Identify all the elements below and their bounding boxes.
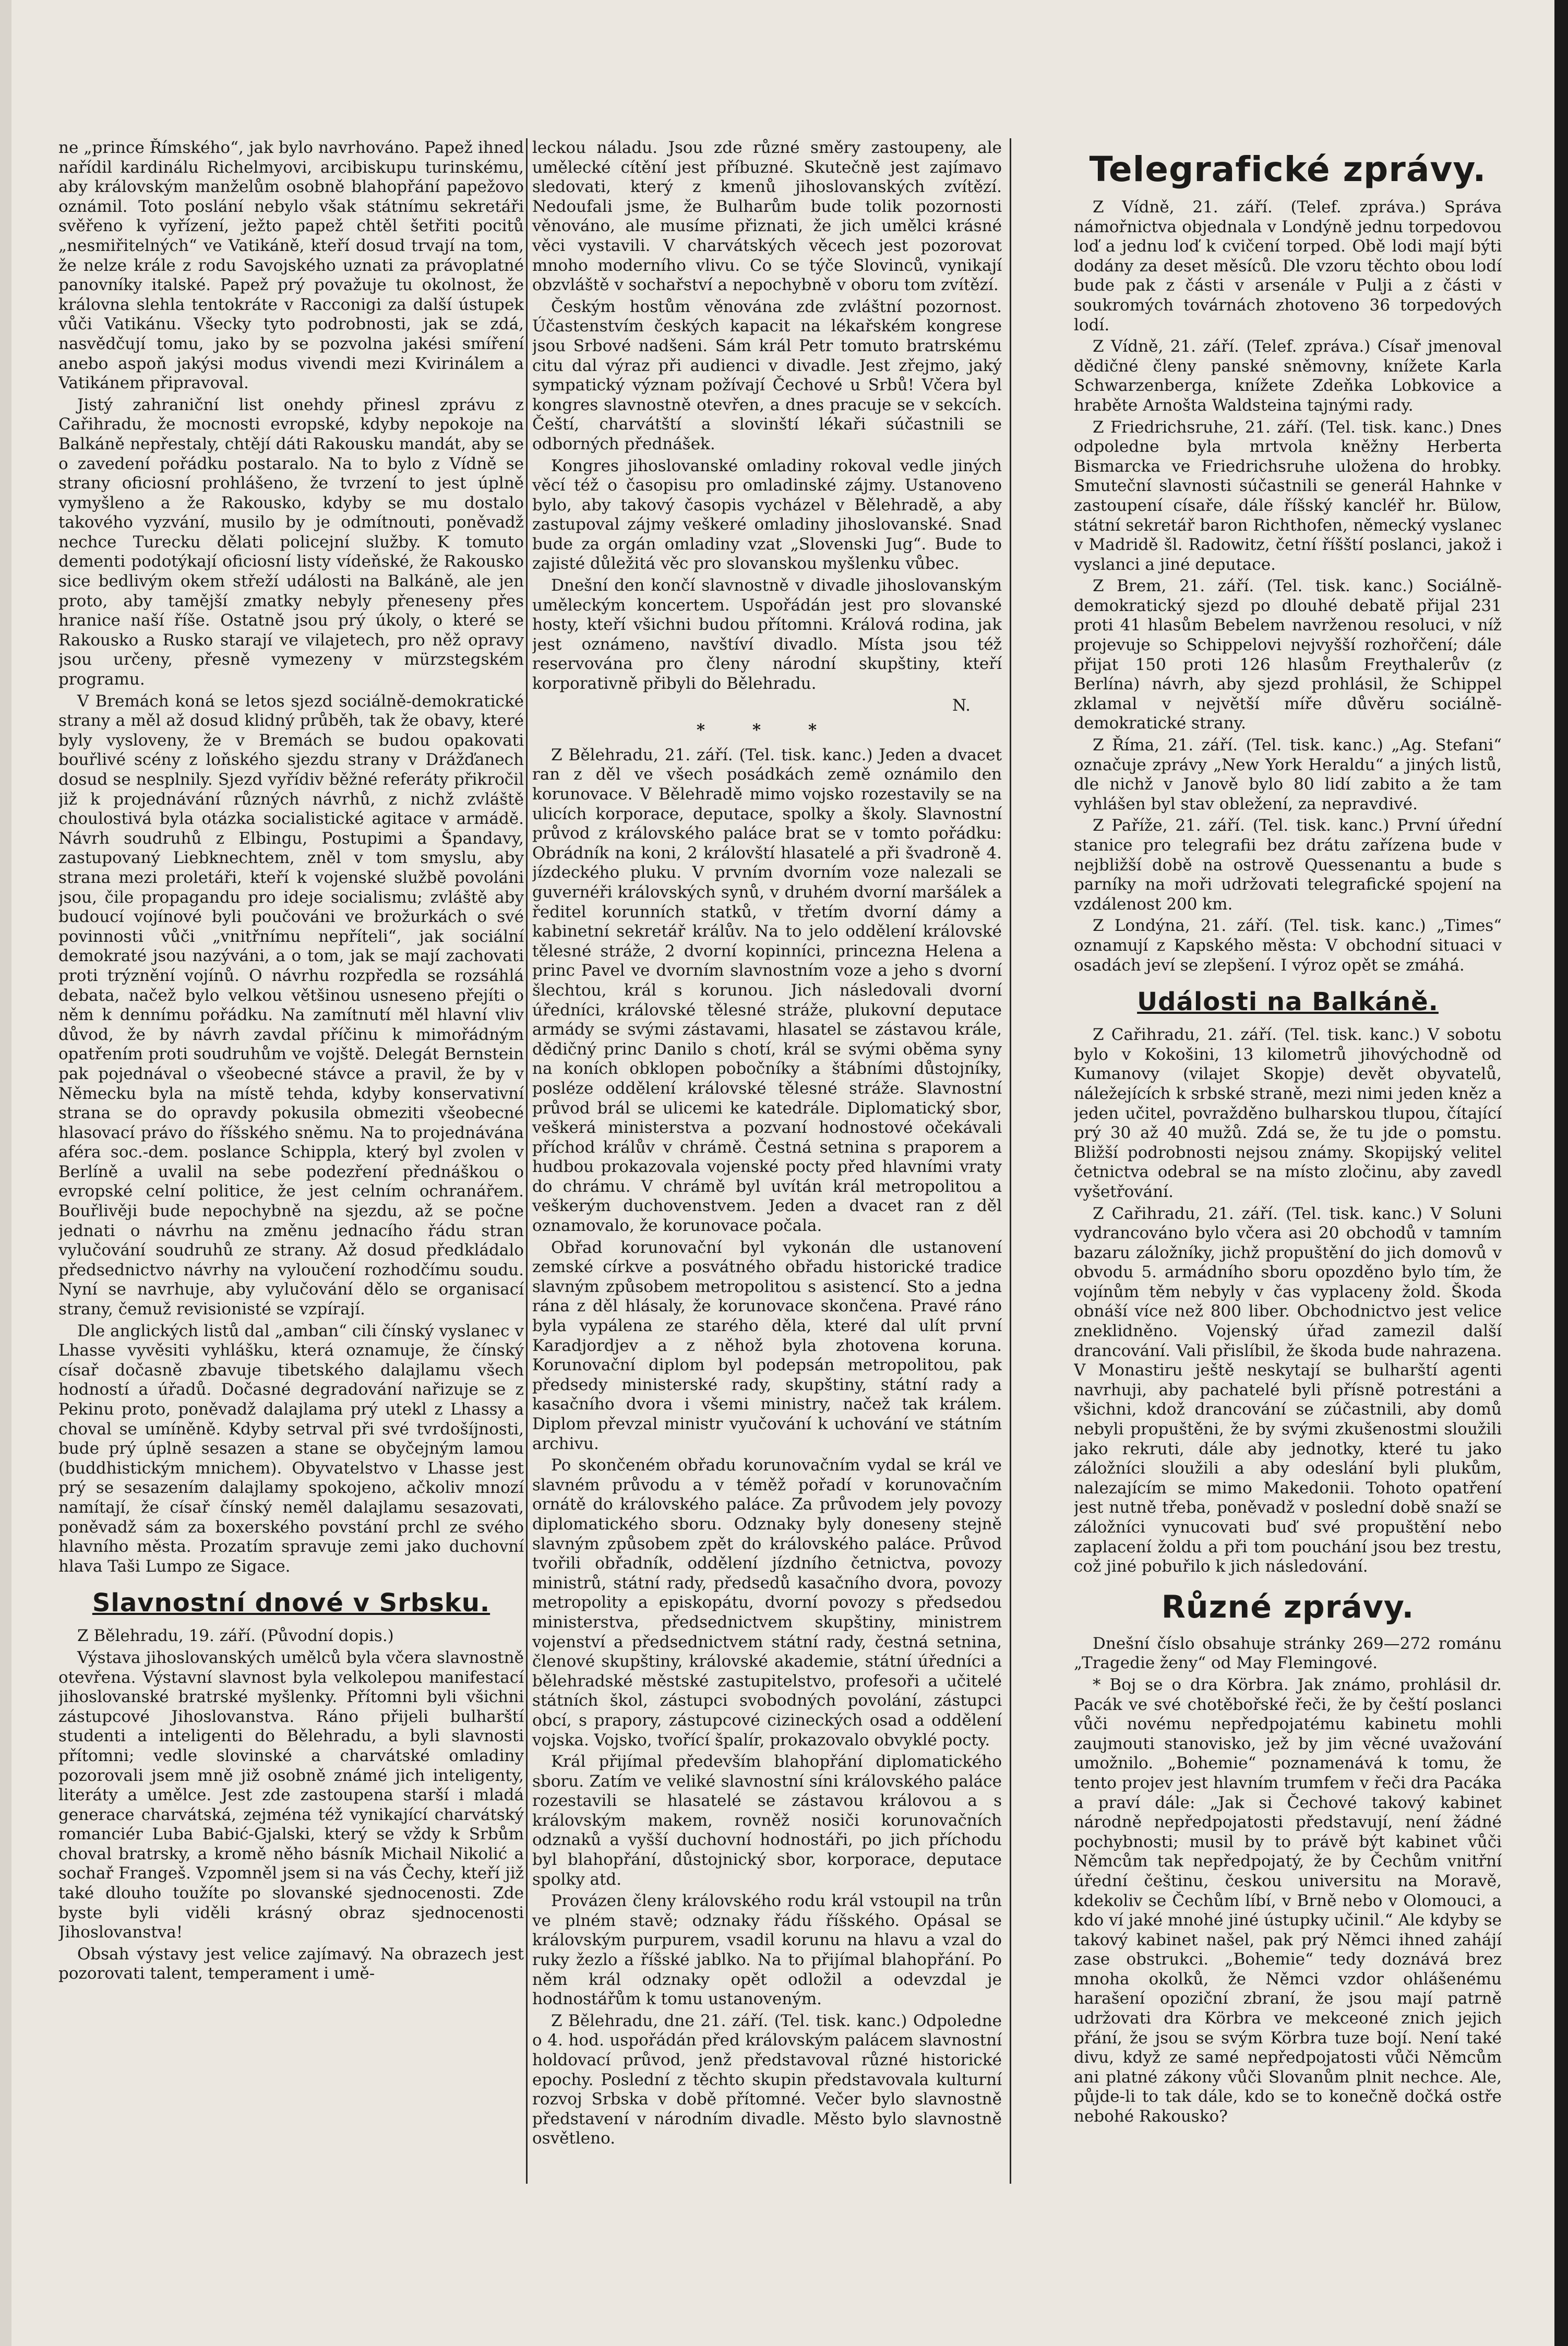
- column-2: [532, 138, 1002, 2319]
- author-signature: N.: [952, 696, 971, 715]
- paragraph: Král přijímal především blahopřání diplomatického sboru. Zatím ve veliké slavnostní síni královského paláce rozestavili se hlasatelé se zástavou královou a s královským makem, rovněž nosiči korunovačních odznaků a vyšší duchovní hodnostáři, po jich příchodu byl blahopřání, důstojnický sbor, korporace, deputace spolky atd.: [532, 1752, 1002, 1889]
- section-title-ruzne: Různé zprávy.: [1161, 1588, 1415, 1625]
- paragraph: Obsah výstavy jest velice zajímavý. Na obrazech jest pozorovati talent, temperament i umě-: [58, 1944, 524, 1983]
- paragraph: Jistý zahraniční list onehdy přinesl zprávu z Cařihradu, že mocnosti evropské, kdyby nepokoje na Balkáně nepřestaly, chtějí dáti Rakousku mandát, aby se o zavedení pořádku postaralo. Na to bylo z Vídně se strany oficiosní prohlášeno, že tvrzení to jest úplně vymyšleno a že Rakousko, kdyby se mu dostalo takového vyzvání, musilo by je odmítnouti, poněvadž nechce Turecku dělati policejní služby. K tomuto dementi podotýkají oficiosní listy vídeňské, že Rakousko sice bedlivým okem střeží události na Balkáně, ale jen proto, aby tamější zmatky nebyly přeneseny přes hranice naší říše. Ostatně jsou prý úkoly, o které se Rakousko a Rusko starají ve vilajetech, pro něž opravy jsou určeny, přesně vymezeny v mürzstegském programu.: [58, 395, 524, 689]
- paragraph: Po skončeném obřadu korunovačním vydal se král ve slavném průvodu a v téměž pořadí v korunovačním ornátě do královského paláce. Za průvodem jely povozy diplomatického sboru. Odznaky byly doneseny stejně slavným způsobem zpět do královského paláce. Průvod tvořili obřadník, oddělení jízdního četnictva, povozy ministrů, státní rady, předsedů kasačního dvora, povozy metropolity a episkopátu, dvorní povozy s předsedou ministerstva, předsednictvem skupštiny, ministrem vojenství a předsednictvem státní rady, čestná setnina, členové skupštiny, královské akademie, státní úředníci a bělehradské městské zastupitelstvo, profesoři a učitelé státních škol, zástupci svobodných povolání, zástupci obcí, s prapory, zástupcové cizineckých osad a oddělení vojska. Vojsko, tvořící špalír, prokazovalo obvyklé pocty.: [532, 1456, 1002, 1750]
- section-title-balkan: Události na Balkáně.: [1137, 987, 1439, 1017]
- paragraph: Kongres jihoslovanské omladiny rokoval vedle jiných věcí též o časopisu pro omladinské zájmy. Ustanoveno bylo, aby takový časopis vycházel v Bělehradě, a aby zastupoval zájmy veškeré omladiny jihoslovanské. Snad bude za orgán omladiny vzat „Slovenski Jug“. Bude to zajisté důležitá věc pro slovanskou myšlenku vůbec.: [532, 456, 1002, 573]
- paragraph: leckou náladu. Jsou zde různé směry zastoupeny, ale umělecké cítění jest příbuzné. Skutečně jest zajímavo sledovati, který z kmenů jihoslovanských zvítězí. Nedoufali jsme, že Bulharům bude tolik pozornosti věnováno, ale musíme přiznati, že jich umělci krásné věci vystavili. V charvátských věcech jest pozorovat mnoho moderního vlivu. Co se týče Slovinců, vynikají obzvláště v sochařství a nepochybně v oboru tom zvítězí.: [532, 138, 1002, 295]
- column-3: [1074, 138, 1502, 2319]
- paragraph: ne „prince Římského“, jak bylo navrhováno. Papež ihned nařídil kardinálu Richelmyovi, arcibiskupu turinskému, aby královským manželům osobně blahopřání papežovo oznámil. Toto poslání nebylo však státnímu sekretáři svěřeno k vyřízení, ježto papež chtěl šetřiti pocitů „nesmiřitelných“ ve Vatikáně, kteří dosud trvají na tom, že nelze krále z rodu Savojského uznati za právoplatné panovníky italské. Papež prý považuje tu okolnost, že královna slehla tentokráte v Racconigi za další ústupek vůči Vatikánu. Všecky tyto podrobnosti, jak se zdá, nasvědčují tomu, jako by se pozvolna jakési smíření anebo aspoň jakýsi modus vivendi mezi Kvirinálem a Vatikánem připravoval.: [58, 138, 524, 393]
- section-title-telegraficke: Telegrafické zprávy.: [1089, 149, 1487, 189]
- column-rule-1: [526, 138, 528, 2184]
- paragraph: Dle anglických listů dal „amban“ cili čínský vyslanec v Lhasse vyvěsiti vyhlášku, která oznamuje, že čínský císař dočasně zbavuje tibetského dalajlamu všech hodností a úřadů. Dočasné degradování nařizuje se z Pekinu proto, poněvadž dalajlama prý utekl z Lhassy a choval se umíněně. Kdyby setrval při své tvrdošíjnosti, bude prý úplně sesazen a stane se obyčejným lamou (buddhistickým mnichem). Obyvatelstvo v Lhasse jest prý se sesazením dalajlamy spokojeno, ačkoliv mnozí namítají, že císař čínský neměl dalajlamu sesazovati, poněvadž sám za boxerského povstání prchl ze svého hlavního města. Prozatím spravuje zemi jako duchovní hlava Taši Lumpo ze Sigace.: [58, 1321, 524, 1576]
- paragraph: Obřad korunovační byl vykonán dle ustanovení zemské církve a posvátného obřadu historické tradice slavným způsobem metropolitou s asistencí. Sto a jedna rána z děl hlásaly, že korunovace skončena. Pravé ráno byla vypálena ze starého děla, které dal ulít první Karadjordjev a z něhož byla zhotovena koruna. Korunovační diplom byl podepsán metropolitou, pak předsedy ministerské rady, skupštiny, státní rady a kasačního dvora i všemi ministry, načež tak králem. Diplom převzal ministr vyučování k uchování ve státním archivu.: [532, 1238, 1002, 1453]
- news-item: Z Friedrichsruhe, 21. září. (Tel. tisk. kanc.) Dnes odpoledne byla mrtvola kněžny Herberta Bismarcka ve Friedrichsruhe uložena do hrobky. Smuteční slavnosti súčastnili se generál Hahnke v zastoupení císaře, dále říšský kancléř hr. Bülow, státní sekretář baron Richthofen, německý vyslanec v Madridě šl. Radowitz, četní říšští poslanci, jakož i vyslanci a jiné deputace.: [1074, 417, 1502, 574]
- paragraph: Českým hostům věnována zde zvláštní pozornost. Účastenstvím českých kapacit na lékařském kongrese jsou Srbové nadšeni. Sám král Petr tomuto bratrskému citu dal výraz při audienci v divadle. Jest zřejmo, jaký sympatický význam požívají Čechové u Srbů! Včera byl kongres slavnostně otevřen, a dnes pracuje se v sekcích. Čeští, charvátští a slovinští lékaři súčastnili se odborných přednášek.: [532, 297, 1002, 453]
- news-item: Z Cařihradu, 21. září. (Tel. tisk. kanc.) V sobotu bylo v Kokošini, 13 kilometrů jihovýchodně od Kumanovy (vilajet Skopje) devět obyvatelů, náležejících k srbské straně, mezi nimi jeden kněz a jeden učitel, povražděno bulharskou tlupou, čítající prý 30 až 40 mužů. Zdá se, že tu jde o pomstu. Bližší podrobnosti nejsou známy. Skopijský velitel četnictva odebral se na místo zločinu, aby zavedl vyšetřování.: [1074, 1025, 1502, 1201]
- news-item: * Boj se o dra Körbra. Jak známo, prohlásil dr. Pacák ve své chotěbořské řeči, že by čeští poslanci vůči novému nepředpojatému kabinetu mohli zaujmouti stanovisko, jež by jim věcné uvažování umožnilo. „Bohemie“ poznamenává k tomu, že tento projev jest hlavním trumfem v řeči dra Pacáka a praví dále: „Jak si Čechové takový kabinet národně nepředpojatosti představují, není žádné pochybnosti; musil by to právě být kabinet vůči Němcům tak nepředpojatý, že by Čechům vnitřní úřední češtinu, českou universitu na Moravě, kdekoliv se Čechům líbí, v Brně nebo v Olomouci, a kdo ví jaké mnohé jiné ústupky učinil.“ Ale kdyby se takový kabinet našel, pak prý Němci ihned zahájí zase obstrukci. „Bohemie“ tedy doznává brez mnoha okolků, že Němci vzdor ohlášenému harašení opoziční zbraní, že jsou mají patrně udržovati dra Körbra ve mekceoné znich jejich přání, že jsou se svým Körbra tuze bojí. Není také divu, když ze samé nepředpojatosti vůči Němcům ani platné zákony vůči Slovanům plnit nechce. Ale, půjde-li to tak dále, kdo se to konečně dočká ostře nebohé Rakousko?: [1074, 1675, 1502, 2126]
- news-item: Z Brem, 21. září. (Tel. tisk. kanc.) Sociálně-demokratický sjezd po dlouhé debatě přijal 231 proti 41 hlasům Bebelem navrženou resoluci, v níž projevuje so Schippelovi nejvyšší rozhořčení; dále přijat 150 proti 126 hlasům Freythalerův (z Berlína) návrh, aby sjezd prohlásil, že Schippel zklamal v největší míře důvěru sociálně-demokratické strany.: [1074, 577, 1502, 733]
- paragraph: Provázen členy královského rodu král vstoupil na trůn ve plném stavě; odznaky řádu říšského. Opásal se královským purpurem, vsadil korunu na hlavu a vzal do ruky žezlo a říšské jablko. Na to přijímal blahopřání. Po něm král odznaky opět odložil a odevzdal je hodnostářům k tomu ustanoveným.: [532, 1892, 1002, 2009]
- paragraph: Z Bělehradu, 21. září. (Tel. tisk. kanc.) Jeden a dvacet ran z děl ve všech posádkách země oznámilo den korunovace. V Bělehradě mimo vojsko rozestavily se na ulicích korporace, deputace, spolky a školy. Slavnostní průvod z královského paláce brat se v tomto pořádku: Obrádník na koni, 2 královští hlasatelé a při švadroně 4. jízdeckého pluku. V prvním dvorním voze nalezali se guvernéři královských synů, v druhém dvorní maršálek a ředitel korunních statků, v třetím dvorní dámy a kabinetní sekretář králův. Na to jelo oddělení královské tělesné stráže, 2 dvorní kopinníci, princezna Helena a princ Pavel ve dvorním slavnostním voze a jeho s dvorní šlechtou, král s korunou. Jich následovali dvorní úředníci, královské tělesné stráže, plukovní deputace armády se svými zástavami, hlasatel se zástavou krále, dědičný princ Danilo s chotí, král se svými oběma syny na koních obklopen pobočníky a štábními důstojníky, posléze oddělení královské tělesné stráže. Slavnostní průvod brál se ulicemi ke katedrále. Diplomatický sbor, veškerá ministerstva a pozvaní hodnostové očekávali příchod králův v chrámě. Čestná setnina s praporem a hudbou prokazovala vojenské pocty před hlavními vraty do chrámu. V chrámě byl uvítán král metropolitou a veškerým duchovenstvem. Jeden a dvacet ran z děl oznamovalo, že korunovace počala.: [532, 745, 1002, 1236]
- section-separator: * * *: [696, 721, 838, 740]
- column-1: [58, 138, 524, 2319]
- column-rule-2: [1010, 138, 1011, 2184]
- paragraph: Výstava jihoslovanských umělců byla včera slavnostně otevřena. Výstavní slavnost byla velkolepou manifestací jihoslovanské bratrské myšlenky. Přítomni byli všichni zástupcové Jihoslovanstva. Ráno přijeli bulharští studenti a inteligenti do Bělehradu, a byli slavnosti přítomni; vedle slovinské a charvátské omladiny pozorovali jsem mně již osobně známé jich inteligenty, literáty a umělce. Jest zde zastoupena starší i mladá generace charvátská, zejména též vynikající charvátský romanciér Luba Babić-Gjalski, který se vždy k Srbům choval bratrsky, a kromě něho básník Michail Nikolić a sochař Frangeš. Vzpomněl jsem si na vás Čechy, kteří již také dlouho toužíte po slovanské sjednocenosti. Zde byste byli viděli krásný obraz sjednocenosti Jihoslovanstva!: [58, 1648, 524, 1942]
- scanner-border-right: [1554, 0, 1568, 2346]
- news-item: Z Říma, 21. září. (Tel. tisk. kanc.) „Ag. Stefani“ označuje zprávy „New York Heraldu“ a jiných listů, dle nichž v Janově bylo 80 lidí zabito a že tam vyhlášen byl stav obležení, za nepravdivé.: [1074, 736, 1502, 813]
- page-edge-left: [0, 0, 11, 2346]
- news-item: Z Vídně, 21. září. (Telef. zpráva.) Správa námořnictva objednala v Londýně jednu torpedovou loď a jednu loď k cvičení torped. Obě lodi mají býti dodány za deset měsíců. Dle vzoru těchto obou lodí bude pak z části v arsenále v Pulji a z části v soukromých továrnách zhotoveno 36 torpedových lodí.: [1074, 198, 1502, 334]
- paragraph: Z Bělehradu, dne 21. září. (Tel. tisk. kanc.) Odpoledne o 4. hod. uspořádán před královským palácem slavnostní holdovací průvod, jenž představoval různé historické epochy. Poslední z těchto skupin představovala kulturní rozvoj Srbska v době přítomné. Večer bylo slavnostně představení v národním divadle. Město bylo slavnostně osvětleno.: [532, 2011, 1002, 2148]
- news-item: Z Paříže, 21. září. (Tel. tisk. kanc.) První úřední stanice pro telegrafii bez drátu zařízena bude v nejbližší době na ostrově Quessenantu a bude s parníky na moři udržovati telegrafické spojení na vzdálenost 200 km.: [1074, 816, 1502, 914]
- paragraph: Dnešní den končí slavnostně v divadle jihoslovanským uměleckým koncertem. Uspořádán jest pro slovanské hosty, kteří všichni budou přítomni. Králová rodina, jak jest oznámeno, navštíví divadlo. Místa jsou též reservována pro členy národní skupštiny, kteří korporativně přibyli do Bělehradu.: [532, 576, 1002, 693]
- news-item: Dnešní číslo obsahuje stránky 269—272 románu „Tragedie ženy“ od May Flemingové.: [1074, 1634, 1502, 1673]
- news-item: Z Cařihradu, 21. září. (Tel. tisk. kanc.) V Soluni vydrancováno bylo včera asi 20 obchodů v tamním bazaru záložníky, jichž propuštění do jich domovů v obvodu 5. armádního sboru opozděno bylo tím, že vojínům těm nebyly v čas vyplaceny žold. Škoda obnáší více než 800 liber. Obchodnictvo jest velice zneklidněno. Vojenský úřad zamezil další drancování. Vali přislíbil, že škoda bude nahrazena. V Monastiru ještě neskytají se bulharští agenti navrhuji, aby pachatelé byli přísně potrestáni a všichni, kdož drancování se zúčastnili, aby domů nebyli propuštěni, že by svými zkušenostmi sloužili jako rekruti, dále aby jednotky, které tu jako záložníci sloužili a aby odeslání byli plukům, nalezajícím se mimo Makedonii. Tohoto opatření jest nutně třeba, poněvadž v poslední době snaží se záložníci vynucovati buď své propuštění nebo zaplacení žoldu a při tom pouchání jsou bez trestu, což jiné pobuřilo k jich následování.: [1074, 1204, 1502, 1576]
- news-item: Z Londýna, 21. září. (Tel. tisk. kanc.) „Times“ oznamují z Kapského města: V obchodní situaci v osadách jeví se zlepšení. I výroz opět se zmáhá.: [1074, 916, 1502, 975]
- section-title-srbsko: Slavnostní dnové v Srbsku.: [92, 1588, 490, 1618]
- dateline: Z Bělehradu, 19. září. (Původní dopis.): [77, 1626, 394, 1646]
- news-item: Z Vídně, 21. září. (Telef. zpráva.) Císař jmenoval dědičné členy panské sněmovny, knížete Karla Schwarzenberga, knížete Zdeňka Lobkovice a hraběte Arnošta Waldsteina tajnými rady.: [1074, 337, 1502, 415]
- paragraph: V Bremách koná se letos sjezd sociálně-demokratické strany a měl až dosud klidný průběh, tak že obavy, které byly vysloveny, že v Bremách se budou opakovati bouřlivé scény z loňského sjezdu strany v Drážďanech dosud se nesplnily. Sjezd vyřídiv běžné referáty přikročil již k projednávání různých návrhů, z nichž zvláště choulostivá byla otázka socialistické agitace v armádě. Návrh soudruhů z Elbingu, Postupimi a Špandavy, zastupovaný Liebknechtem, zněl v tom smyslu, aby strana mezi proletáři, kteří k vojenské službě povoláni jsou, čile propagandu pro ideje socialismu; zvláště aby budoucí vojínové byli poučováni ve brožurkách o své povinnosti vůči „vnitřnímu nepříteli“, jak sociální demokraté jsou nazýváni, a o tom, jak se mají zachovati proti trýznění vojínů. O návrhu rozpředla se rozsáhlá debata, načež bylo velkou většinou usneseno přejíti o něm k dennímu pořádku. Na zamítnutí měl hlavní vliv důvod, že by návrh zavdal příčinu k mimořádným opatřením proti soudruhům ve vojště. Delegát Bernstein pak pojednával o všeobecné stávce a pravil, že by v Německu byla na místě tehda, kdyby konservativní strana se do opravdy pokusila obmeziti všeobecné hlasovací právo do říšského sněmu. Na to projednávána aféra soc.-dem. poslance Schippla, který byl zvolen v Berlíně a uvalil na sebe podezření přednáškou o evropské celní politice, že jest celním ochranářem. Bouřlivěji bude nepochybně na sjezdu, až se počne jednati o návrhu na změnu jednacího řádu stran vylučování soudruhů ze strany. Až dosud předkládalo předsednictvo návrhy na vyloučení rozhodčímu soudu. Nyní se navrhuje, aby vylučování dělo se organisací strany, čemuž revisionisté se vzpírají.: [58, 691, 524, 1319]
